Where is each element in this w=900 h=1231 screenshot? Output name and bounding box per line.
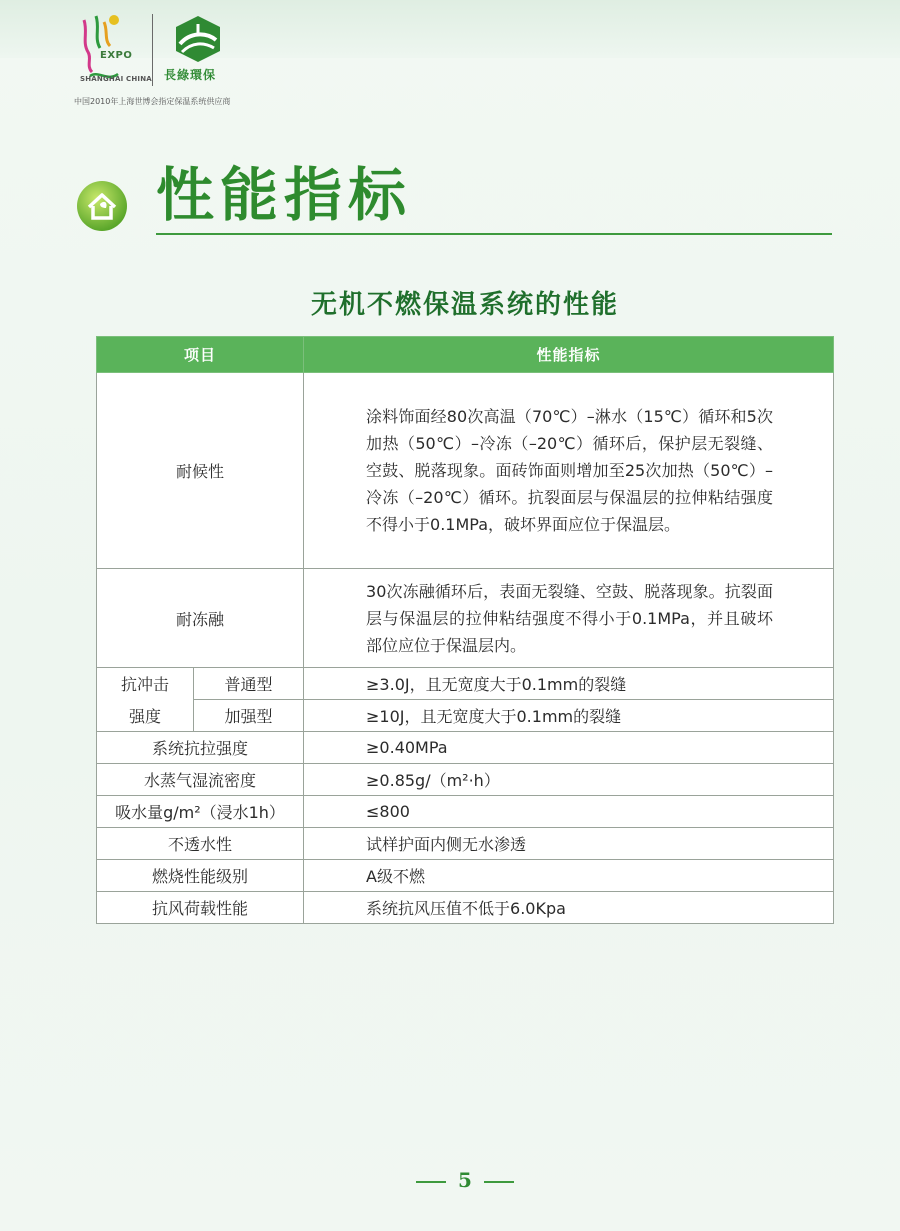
page-number-block (0, 1168, 900, 1192)
brand-logo-icon (172, 14, 224, 64)
table-row (97, 892, 834, 924)
impact-value-normal: ≥3.0J，且无宽度大于0.1mm的裂缝 (304, 668, 834, 700)
expo-mark: EXPO (100, 50, 133, 61)
page-number-rule-left (416, 1181, 446, 1183)
impact-type-reinforced: 加强型 (194, 700, 304, 732)
table-row-weather (97, 373, 834, 569)
brand-name: 長綠環保 (164, 68, 217, 82)
table-row-freeze (97, 569, 834, 668)
table-row (97, 764, 834, 796)
table-row (97, 796, 834, 828)
table-row (97, 860, 834, 892)
row-item-freeze: 耐冻融 (97, 569, 304, 668)
table-row (97, 732, 834, 764)
impact-label-top: 抗冲击 (97, 668, 194, 700)
row-item: 水蒸气湿流密度 (97, 764, 304, 796)
header-divider (152, 14, 153, 86)
impact-type-normal: 普通型 (194, 668, 304, 700)
page-number: 5 (458, 1168, 472, 1192)
row-value: ≤800 (304, 796, 834, 828)
row-value: A级不燃 (304, 860, 834, 892)
row-item: 燃烧性能级别 (97, 860, 304, 892)
table-header-row (97, 337, 834, 373)
row-value: ≥0.85g/（m²·h） (304, 764, 834, 796)
page-title: 性能指标 (156, 161, 413, 229)
header-tagline: 中国2010年上海世博会指定保温系统供应商 (74, 97, 231, 106)
impact-value-reinforced: ≥10J，且无宽度大于0.1mm的裂缝 (304, 700, 834, 732)
title-underline (156, 233, 832, 235)
column-header-item: 项目 (97, 337, 304, 373)
row-item: 不透水性 (97, 828, 304, 860)
section-heading: 无机不燃保温系统的性能 (310, 290, 619, 320)
table-row (97, 828, 834, 860)
table-row-impact-reinforced (97, 700, 834, 732)
row-value-freeze: 30次冻融循环后，表面无裂缝、空鼓、脱落现象。抗裂面层与保温层的拉伸粘结强度不得小于0.1MPa，并且破坏部位应位于保温层内。 (304, 569, 834, 668)
page-number-rule-right (484, 1181, 514, 1183)
row-item-weather: 耐候性 (97, 373, 304, 569)
row-value: 试样护面内侧无水渗透 (304, 828, 834, 860)
column-header-spec: 性能指标 (304, 337, 834, 373)
expo-subtitle: SHANGHAI CHINA (80, 75, 152, 83)
impact-label-bottom: 强度 (97, 700, 194, 732)
row-item: 系统抗拉强度 (97, 732, 304, 764)
row-item: 抗风荷载性能 (97, 892, 304, 924)
row-value-weather: 涂料饰面经80次高温（70℃）–淋水（15℃）循环和5次加热（50℃）–冷冻（–20℃）循环后，保护层无裂缝、空鼓、脱落现象。面砖饰面则增加至25次加热（50℃）–冷冻（–20℃）循环。抗裂面层与保温层的拉伸粘结强度不得小于0.1MPa，破坏界面应位于保温层。 (304, 373, 834, 569)
table-row-impact-normal (97, 668, 834, 700)
spec-table (96, 336, 834, 924)
row-value: ≥0.40MPa (304, 732, 834, 764)
house-icon (76, 180, 128, 232)
row-item: 吸水量g/m²（浸水1h） (97, 796, 304, 828)
row-value: 系统抗风压值不低于6.0Kpa (304, 892, 834, 924)
